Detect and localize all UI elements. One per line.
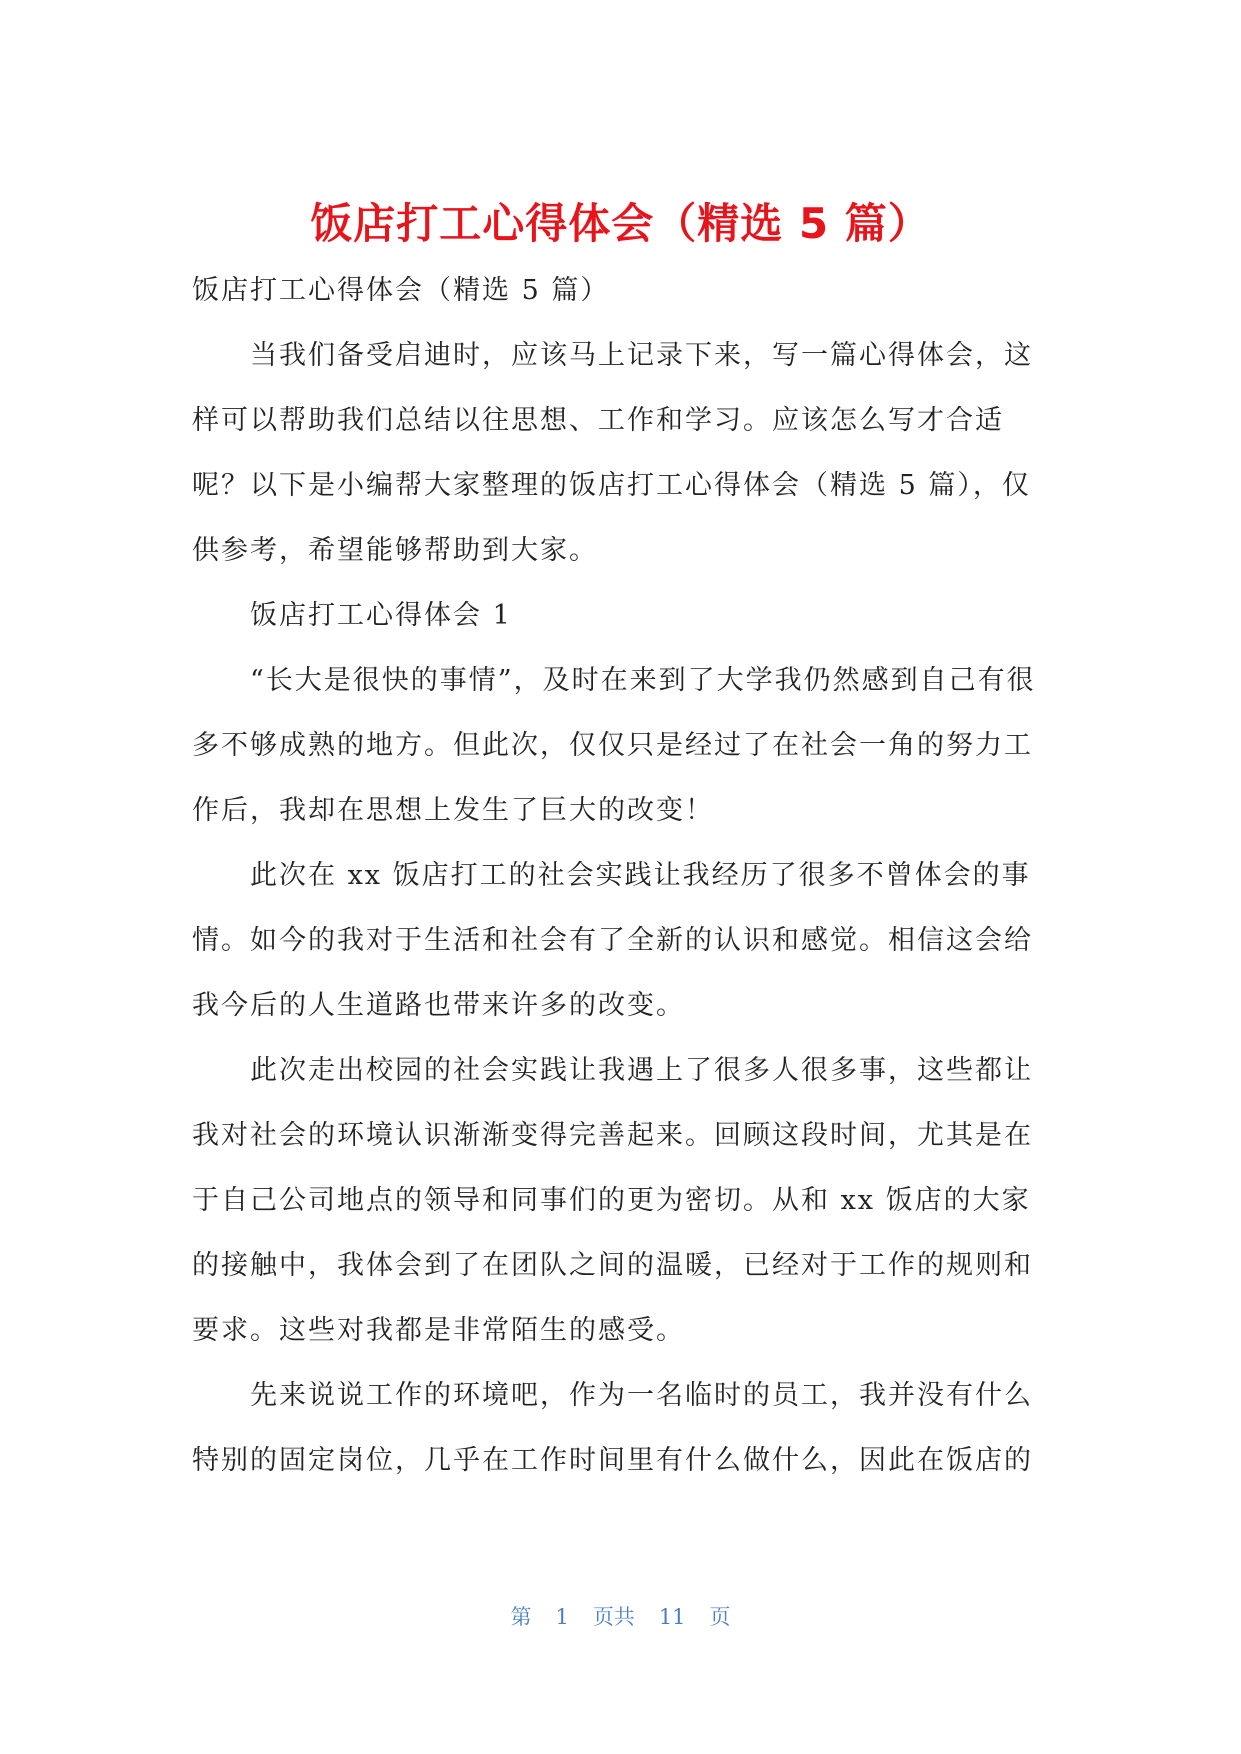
document-title: 饭店打工心得体会（精选 5 篇） bbox=[310, 199, 931, 248]
footer-current-page: 1 bbox=[555, 1605, 569, 1629]
document-body bbox=[192, 258, 1052, 1493]
paragraph: 当我们备受启迪时，应该马上记录下来，写一篇心得体会，这样可以帮助我们总结以往思想、工作和学习。应该怎么写才合适呢？以下是小编帮大家整理的饭店打工心得体会（精选 5 篇），仅供参考，希望能够帮助到大家。 bbox=[192, 340, 1033, 566]
paragraph: 此次在 xx 饭店打工的社会实践让我经历了很多不曾体会的事情。如今的我对于生活和社会有了全新的认识和感觉。相信这会给我今后的人生道路也带来许多的改变。 bbox=[192, 860, 1033, 1021]
paragraph: 此次走出校园的社会实践让我遇上了很多人很多事，这些都让我对社会的环境认识渐渐变得完善起来。回顾这段时间，尤其是在于自己公司地点的领导和同事们的更为密切。从和 xx 饭店的大家的接触中，我体会到了在团队之间的温暖，已经对于工作的规则和要求。这些对我都是非常陌生的感受。 bbox=[192, 1055, 1033, 1346]
paragraph: “长大是很快的事情”，及时在来到了大学我仍然感到自己有很多不够成熟的地方。但此次，仅仅只是经过了在社会一角的努力工作后，我却在思想上发生了巨大的改变！ bbox=[192, 665, 1036, 826]
section-heading: 饭店打工心得体会 1 bbox=[250, 600, 512, 631]
paragraph: 先来说说工作的环境吧，作为一名临时的员工，我并没有什么特别的固定岗位，几乎在工作时间里有什么做什么，因此在饭店的 bbox=[192, 1380, 1033, 1476]
footer-label-page-end: 页 bbox=[709, 1605, 731, 1629]
page-footer bbox=[0, 1602, 1241, 1632]
footer-label-page-of: 页共 bbox=[592, 1605, 635, 1629]
paragraph: 饭店打工心得体会（精选 5 篇） bbox=[192, 275, 610, 306]
footer-total-pages: 11 bbox=[658, 1605, 686, 1629]
footer-label-page: 第 bbox=[510, 1605, 532, 1629]
